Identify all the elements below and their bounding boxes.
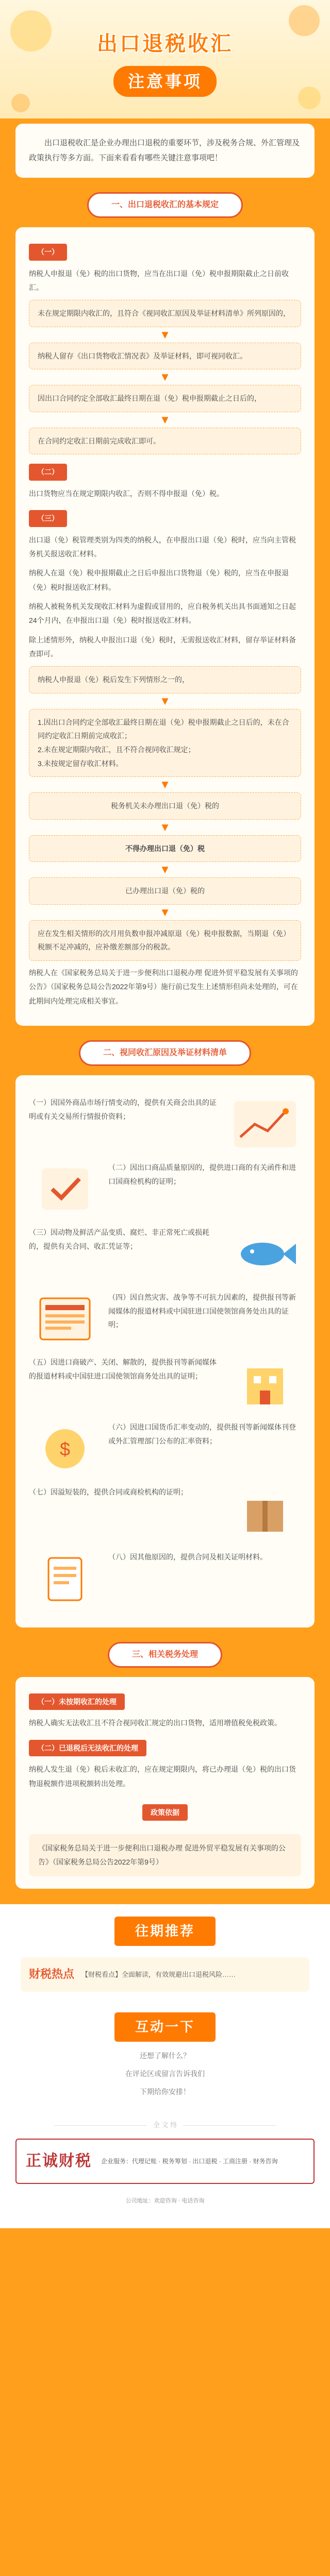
interact-q3: 下期给你安排！ — [140, 2088, 190, 2096]
fish-icon — [229, 1226, 301, 1282]
section1-card — [15, 227, 315, 1026]
flow2-res1: 不得办理出口退（免）税 — [29, 835, 301, 862]
section1-sub1: （一） — [29, 244, 67, 261]
section1-flow2 — [29, 666, 301, 961]
flow-box-1: 未在规定期限内收汇的，且符合《视同收汇原因及举证材料清单》所列原因的， — [29, 300, 301, 327]
arrow-down-icon: ▼ — [159, 413, 171, 426]
section1-p7: 纳税人在《国家税务总局关于进一步便利出口退税办理 促进外贸平稳发展有关事项的公告》（国家税务总局公告2022年第9号）施行前已发生上述情形但尚未处理的，可在此期间内处理完成相关事宜。 — [29, 969, 298, 1005]
policy-title: 政策依据 — [142, 1804, 188, 1821]
interact-q1: 还想了解什么？ — [140, 2052, 190, 2060]
recommend-article-link[interactable] — [21, 1957, 309, 1992]
document-icon — [29, 1550, 101, 1607]
section2-header — [0, 1040, 330, 1066]
list-item — [29, 1485, 301, 1542]
arrow-down-icon: ▼ — [159, 820, 171, 834]
flow2-res2: 应在发生相关情形的次月用负数申报冲减原退（免）税申报数据，当期退（免）税额不足冲减的，应补缴差额部分的税款。 — [29, 920, 301, 961]
section3-title: 三、相关税务处理 — [108, 1642, 222, 1668]
item-text: （八）因其他原因的，提供合同及相关证明材料。 — [108, 1552, 267, 1561]
flow2-item-1: 1.因出口合同约定全部收汇最终日期在退（免）税申报期截止之日后的，未在合同约定收汇日期前完成收汇； — [38, 718, 289, 740]
flow2-title: 纳税人申报退（免）税后发生下列情形之一的， — [29, 666, 301, 693]
section1-flow — [29, 300, 301, 454]
list-item — [29, 1096, 301, 1153]
recommend-text: 【财税看点】全面解读，有效规避出口退税风险…… — [81, 1970, 236, 1978]
list-item — [29, 1161, 301, 1217]
flow-box-3: 因出口合同约定全部收汇最终日期在退（免）税申报期截止之日后的， — [29, 385, 301, 412]
interact-text — [0, 2042, 330, 2112]
item-text: （一）因国外商品市场行情变动的，提供有关商会出具的证明或有关交易所行情报价资料； — [29, 1098, 217, 1121]
ad-desc: 企业服务：代理记账 · 税务筹划 · 出口退税 · 工商注册 · 财务咨询 — [101, 2157, 278, 2165]
list-item — [29, 1291, 301, 1347]
newspaper-icon — [29, 1291, 101, 1347]
end-label: 全 文 终 — [153, 2121, 177, 2129]
policy-header — [29, 1800, 301, 1827]
recommend-band — [0, 1904, 330, 2007]
arrow-down-icon: ▼ — [159, 694, 171, 707]
section3-sub2: （二）已退税后无法收汇的处理 — [29, 1740, 146, 1757]
item-text: （五）因进口商破产、关闭、解散的，提供报刊等新闻媒体的报道材料或中国驻进口国使领馆商务处出具的证明； — [29, 1358, 217, 1380]
interact-title: 互动一下 — [114, 2012, 216, 2042]
flow-box-2: 纳税人留存《出口货物收汇情况表》及举证材料，即可视同收汇。 — [29, 343, 301, 370]
divider-line-right — [183, 2125, 276, 2126]
arrow-down-icon: ▼ — [159, 778, 171, 791]
hero-banner — [0, 0, 330, 129]
intro-text: 出口退税收汇是企业办理出口退税的重要环节，涉及税务合规、外汇管理及政策执行等多方面。下面来看看有哪些关键注意事项吧！ — [29, 139, 300, 162]
interact-q2: 在评论区或留言告诉我们 — [125, 2070, 205, 2078]
intro-card — [15, 124, 315, 178]
ad-banner[interactable] — [15, 2139, 315, 2184]
flow2-item-3: 3.未按规定留存收汇材料。 — [38, 759, 123, 768]
list-item — [29, 1420, 301, 1477]
section1-p4: 纳税人在退（免）税申报期截止之日后申报出口货物退（免）税的，应当在申报退（免）税时报送收汇材料。 — [29, 569, 289, 591]
flow2-items — [29, 709, 301, 777]
recommend-title: 往期推荐 — [114, 1917, 216, 1946]
section3-header — [0, 1642, 330, 1668]
list-item — [29, 1550, 301, 1607]
list-item — [29, 1355, 301, 1412]
item-text: （三）因动物及鲜活产品变质、腐烂、非正常死亡或损耗的，提供有关合同、收汇凭证等； — [29, 1228, 209, 1250]
section2-title: 二、视同收汇原因及举证材料清单 — [79, 1040, 251, 1066]
section3-p2: 纳税人发生退（免）税后未收汇的，应在规定期限内，将已办理退（免）税的出口货物退税额作进项税额转出处理。 — [29, 1765, 296, 1788]
arrow-down-icon: ▼ — [159, 328, 171, 341]
section1-p5: 纳税人被税务机关发现收汇材料为虚假或冒用的，应自税务机关出具书面通知之日起24个月内，在申报出口退（免）税时报送收汇材料。 — [29, 602, 296, 625]
section3-card — [15, 1677, 315, 1889]
flow2-arrow2: 已办理出口退（免）税的 — [29, 877, 301, 905]
section1-title: 一、出口退税收汇的基本规定 — [87, 192, 243, 218]
section1-p6: 除上述情形外，纳税人申报出口退（免）税时，无需报送收汇材料，留存举证材料备查即可。 — [29, 635, 296, 658]
market-chart-icon — [229, 1096, 301, 1153]
arrow-down-icon: ▼ — [159, 905, 171, 919]
section3-p1: 纳税人确实无法收汇且不符合视同收汇规定的出口货物，适用增值税免税政策。 — [29, 1719, 282, 1727]
page-title: 出口退税收汇 — [97, 32, 233, 55]
section1-sub3: （三） — [29, 510, 67, 527]
section3-sub1: （一）未按期收汇的处理 — [29, 1693, 125, 1710]
item-text: （二）因出口商品质量原因的，提供进口商的有关函件和进口国商检机构的证明； — [108, 1163, 296, 1185]
flow-box-4: 在合同约定收汇日期前完成收汇即可。 — [29, 428, 301, 455]
item-text: （四）因自然灾害、战争等不可抗力因素的，提供报刊等新闻媒体的报道材料或中国驻进口国使领馆商务处出具的证明； — [108, 1293, 296, 1329]
item-text: （七）因溢短装的，提供合同或商检机构的证明； — [29, 1487, 188, 1496]
building-closed-icon — [229, 1355, 301, 1412]
interact-band — [0, 2007, 330, 2228]
svg-text:$: $ — [59, 1438, 71, 1460]
divider-line-left — [54, 2125, 147, 2126]
ad-brand: 正诚财税 — [26, 2152, 92, 2170]
policy-text: 《国家税务总局关于进一步便利出口退税办理 促进外贸平稳发展有关事项的公告》（国家税务总局公告2022年第9号） — [29, 1834, 301, 1876]
arrow-down-icon: ▼ — [159, 863, 171, 876]
ad-footer: 公司地址：欢迎咨询 · 电话咨询 — [125, 2198, 205, 2205]
hero-title-block — [72, 26, 258, 97]
section1-p2: 出口货物应当在规定期限内收汇，否则不得申报退（免）税。 — [29, 489, 224, 498]
quality-check-icon — [29, 1161, 101, 1217]
section1-p1: 纳税人申报退（免）税的出口货物，应当在出口退（免）税申报期限截止之日前收汇。 — [29, 269, 289, 292]
package-icon — [229, 1485, 301, 1542]
section1-header — [0, 192, 330, 218]
item-text: （六）因进口国货币汇率变动的，提供报刊等新闻媒体刊登或外汇管理部门公布的汇率资料； — [108, 1422, 296, 1445]
section1-p3: 出口退（免）税管理类别为四类的纳税人，在申报出口退（免）税时，应当向主管税务机关报送收汇材料。 — [29, 535, 296, 558]
flow2-item-2: 2.未在规定期限内收汇，且不符合视同收汇规定； — [38, 745, 195, 754]
arrow-down-icon: ▼ — [159, 370, 171, 384]
page-subtitle: 注意事项 — [113, 66, 217, 97]
currency-exchange-icon — [29, 1420, 101, 1477]
recommend-brand: 财税热点 — [29, 1968, 75, 1981]
flow2-arrow1: 税务机关未办理出口退（免）税的 — [29, 792, 301, 820]
list-item — [29, 1226, 301, 1282]
end-divider — [0, 2120, 330, 2131]
section2-card — [15, 1075, 315, 1628]
section1-sub2: （二） — [29, 464, 67, 481]
